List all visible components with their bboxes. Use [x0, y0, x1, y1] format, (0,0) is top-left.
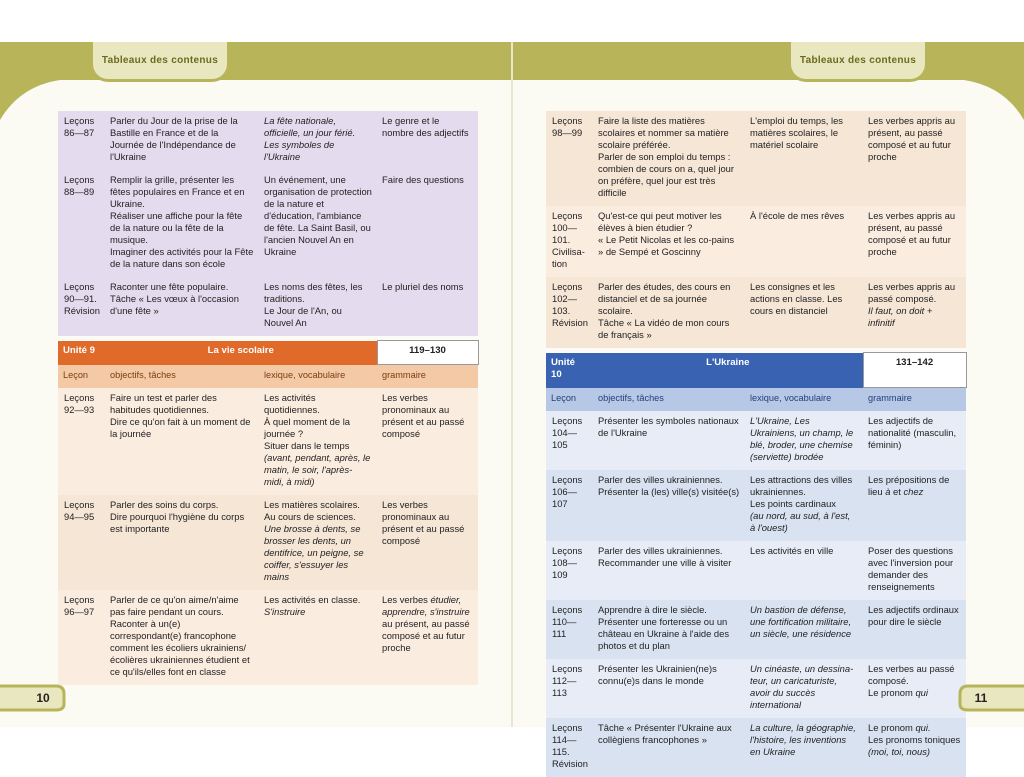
grammaire-cell: Poser des questions avec l'inversion pour demander des renseignements	[863, 541, 966, 600]
grammaire-cell: Le genre et le nombre des adjectifs	[377, 111, 478, 170]
lexique-cell: La culture, la géographie, l'histoire, les inventions en Ukraine	[745, 718, 863, 777]
grammaire-cell: Les verbes étudier, apprendre, s'instruire au présent, au passé composé et au futur proche	[377, 590, 478, 685]
col-header-grammaire: grammaire	[863, 388, 966, 412]
objectives-cell: Parler des villes ukrainiennes. Recommander une ville à visiter	[593, 541, 745, 600]
col-header-objectives: objectifs, tâches	[105, 365, 259, 389]
lexique-cell: Les activités en ville	[745, 541, 863, 600]
objectives-cell: Remplir la grille, présenter les fêtes populaires en France et en Ukraine. Réaliser une affiche pour la fête de la nature ou la fête de la musique. Imaginer des activités pour la Fête de la nature dans son école	[105, 170, 259, 277]
col-header-lexique: lexique, vocabulaire	[259, 365, 377, 389]
lesson-cell: Leçons 110— 111	[546, 600, 593, 659]
unit-header	[546, 353, 966, 388]
lesson-cell: Leçons 98—99	[546, 111, 593, 206]
gutter	[511, 42, 513, 727]
lexique-cell: Les consignes et les actions en classe. Les cours en distanciel	[745, 277, 863, 348]
table-row	[546, 659, 966, 718]
lexique-cell: Les noms des fêtes, les traditions. Le Jour de l'An, ou Nouvel An	[259, 277, 377, 336]
table-row	[58, 170, 478, 277]
lexique-cell: Un événement, une organisation de protection de la nature et d'éducation, l'ambiance de fête. La Saint Basil, ou l'ancien Nouvel An en Ukraine	[259, 170, 377, 277]
lexique-cell: Les activités quotidiennes. À quel moment de la journée ? Situer dans le temps (avant, pendant, après, le matin, le soir, l'après-midi, à midi)	[259, 388, 377, 495]
unit-label: Unité 10	[546, 353, 593, 388]
table-row	[58, 590, 478, 685]
table-row	[58, 388, 478, 495]
grammaire-cell: Les prépositions de lieu à et chez	[863, 470, 966, 541]
col-header-lesson: Leçon	[58, 365, 105, 389]
col-header-objectives: objectifs, tâches	[593, 388, 745, 412]
lesson-cell: Leçons 106— 107	[546, 470, 593, 541]
table-row	[546, 600, 966, 659]
column-header-row	[546, 388, 966, 412]
page-number-right: 11	[974, 691, 988, 705]
lesson-cell: Leçons 112— 113	[546, 659, 593, 718]
contents-table-right	[546, 111, 967, 777]
unit-header	[58, 341, 478, 365]
table-row	[546, 111, 966, 206]
page-number-left: 10	[36, 691, 50, 705]
lesson-cell: Leçons 108— 109	[546, 541, 593, 600]
header-band-right	[512, 42, 1024, 80]
column-header-row	[58, 365, 478, 389]
grammaire-cell: Les verbes appris au présent, au passé composé et au futur proche	[863, 111, 966, 206]
lesson-cell: Leçons 94—95	[58, 495, 105, 590]
lexique-cell: L'emploi du temps, les matières scolaires, le matériel scolaire	[745, 111, 863, 206]
col-header-lesson: Leçon	[546, 388, 593, 412]
objectives-cell: Parler du Jour de la prise de la Bastille en France et de la Journée de l'Indépendance de l'Ukraine	[105, 111, 259, 170]
lexique-cell: Les matières scolaires. Au cours de sciences. Une brosse à dents, se brosser les dents, un dentifrice, un peigne, se coiffer, s'essuyer les mains	[259, 495, 377, 590]
lesson-cell: Leçons 100—101. Civilisa- tion	[546, 206, 593, 277]
unit-page-range: 119–130	[377, 341, 478, 365]
objectives-cell: Parler des soins du corps. Dire pourquoi l'hygiène du corps est importante	[105, 495, 259, 590]
col-header-grammaire: grammaire	[377, 365, 478, 389]
lexique-cell: L'Ukraine, Les Ukrainiens, un champ, le blé, broder, une chemise (serviette) brodée	[745, 411, 863, 470]
section-tab-right: Tableaux des contenus	[788, 42, 928, 82]
grammaire-cell: Les verbes appris au passé composé. Il faut, on doit + infinitif	[863, 277, 966, 348]
lesson-cell: Leçons 86—87	[58, 111, 105, 170]
table-row	[546, 718, 966, 777]
unit-title: L'Ukraine	[593, 353, 863, 388]
lesson-cell: Leçons 90—91. Révision	[58, 277, 105, 336]
grammaire-cell: Les adjectifs de nationalité (masculin, féminin)	[863, 411, 966, 470]
lexique-cell: À l'école de mes rêves	[745, 206, 863, 277]
objectives-cell: Parler de ce qu'on aime/n'aime pas faire pendant un cours. Raconter à un(e) correspondant(e) francophone comment les écoliers ukrainiens/écolières ukrainiennes étudient et ce qu'ils/elles font en classe	[105, 590, 259, 685]
grammaire-cell: Les verbes pronominaux au présent et au passé composé	[377, 388, 478, 495]
lexique-cell: Un bastion de défense, une fortification militaire, un siècle, une résidence	[745, 600, 863, 659]
objectives-cell: Faire un test et parler des habitudes quotidiennes. Dire ce qu'on fait à un moment de la journée	[105, 388, 259, 495]
objectives-cell: Parler des villes ukrainiennes. Présenter la (les) ville(s) visitée(s)	[593, 470, 745, 541]
lesson-cell: Leçons 92—93	[58, 388, 105, 495]
unit-page-range: 131–142	[863, 353, 966, 388]
lexique-cell: Les activités en classe. S'instruire	[259, 590, 377, 685]
objectives-cell: Raconter une fête populaire. Tâche « Les vœux à l'occasion d'une fête »	[105, 277, 259, 336]
grammaire-cell: Les verbes appris au présent, au passé composé et au futur proche	[863, 206, 966, 277]
table-row	[546, 541, 966, 600]
grammaire-cell: Les verbes pronominaux au présent et au passé composé	[377, 495, 478, 590]
unit-label: Unité 9	[58, 341, 105, 365]
table-row	[58, 277, 478, 336]
objectives-cell: Tâche « Présenter l'Ukraine aux collègiens francophones »	[593, 718, 745, 777]
objectives-cell: Apprendre à dire le siècle. Présenter une forteresse ou un château en Ukraine à l'aide des photos et du plan	[593, 600, 745, 659]
header-band-left	[0, 42, 512, 80]
lesson-cell: Leçons 114— 115. Révision	[546, 718, 593, 777]
objectives-cell: Présenter les symboles nationaux de l'Ukraine	[593, 411, 745, 470]
objectives-cell: Faire la liste des matières scolaires et nommer sa matière scolaire préférée. Parler de son emploi du temps : combien de cours on a, quel jour on préfère, quel jour est très difficile	[593, 111, 745, 206]
unit-title: La vie scolaire	[105, 341, 377, 365]
grammaire-cell: Le pluriel des noms	[377, 277, 478, 336]
section-tab-left: Tableaux des contenus	[90, 42, 230, 82]
table-row	[58, 111, 478, 170]
table-row	[546, 277, 966, 348]
objectives-cell: Parler des études, des cours en distanciel et de sa journée scolaire. Tâche « La vidéo de mon cours de français »	[593, 277, 745, 348]
col-header-lexique: lexique, vocabulaire	[745, 388, 863, 412]
table-row	[546, 470, 966, 541]
grammaire-cell: Les verbes au passé composé. Le pronom qui	[863, 659, 966, 718]
grammaire-cell: Les adjectifs ordinaux pour dire le siècle	[863, 600, 966, 659]
lexique-cell: Les attractions des villes ukrainiennes. Les points cardinaux (au nord, au sud, à l'est, à l'ouest)	[745, 470, 863, 541]
table-row	[546, 411, 966, 470]
contents-table-left	[58, 111, 479, 685]
objectives-cell: Présenter les Ukrainien(ne)s connu(e)s dans le monde	[593, 659, 745, 718]
lexique-cell: Un cinéaste, un dessina-teur, un caricaturiste, avoir du succès international	[745, 659, 863, 718]
lexique-cell: La fête nationale, officielle, un jour férié. Les symboles de l'Ukraine	[259, 111, 377, 170]
lesson-cell: Leçons 104— 105	[546, 411, 593, 470]
lesson-cell: Leçons 96—97	[58, 590, 105, 685]
lesson-cell: Leçons 88—89	[58, 170, 105, 277]
objectives-cell: Qu'est-ce qui peut motiver les élèves à bien étudier ? « Le Petit Nicolas et les co-pains » de Sempé et Goscinny	[593, 206, 745, 277]
grammaire-cell: Le pronom qui. Les pronoms toniques (moi, toi, nous)	[863, 718, 966, 777]
lesson-cell: Leçons 102— 103. Révision	[546, 277, 593, 348]
table-row	[546, 206, 966, 277]
grammaire-cell: Faire des questions	[377, 170, 478, 277]
table-row	[58, 495, 478, 590]
